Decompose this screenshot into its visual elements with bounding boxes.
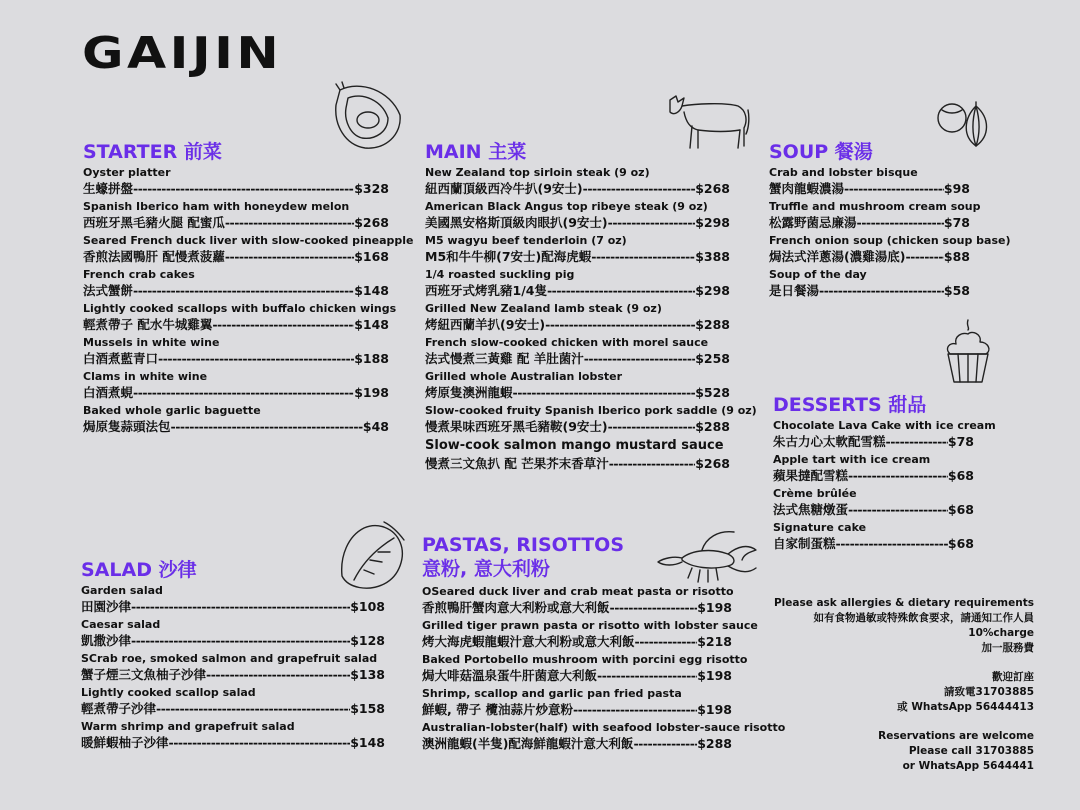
menu-item-zh-row bbox=[425, 316, 730, 333]
menu-item-zh: 香煎鴨肝蟹肉意大利粉或意大利飯 bbox=[422, 600, 610, 615]
menu-item bbox=[773, 486, 974, 518]
dot-leader bbox=[836, 535, 948, 552]
dot-leader bbox=[133, 180, 354, 197]
soup-title: SOUP 餐湯 bbox=[769, 141, 873, 163]
dot-leader bbox=[171, 418, 363, 435]
service-charge-zh: 加一服務費 bbox=[981, 642, 1034, 654]
menu-item-zh: M5和牛牛柳(7安士)配海虎蝦 bbox=[425, 249, 592, 264]
menu-item-zh-row bbox=[425, 214, 730, 231]
menu-item-zh: 蟹肉龍蝦濃湯 bbox=[769, 181, 845, 196]
menu-item-zh-row bbox=[422, 599, 732, 616]
dot-leader bbox=[583, 180, 696, 197]
menu-item-en: Garden salad bbox=[81, 584, 163, 597]
menu-item-zh-row bbox=[422, 701, 732, 718]
pastas-section bbox=[422, 534, 786, 754]
menu-item bbox=[425, 165, 730, 197]
dot-leader bbox=[158, 350, 354, 367]
menu-item-en: French onion soup (chicken soup base) bbox=[769, 234, 1011, 247]
dot-leader bbox=[545, 316, 695, 333]
dot-leader bbox=[609, 455, 695, 472]
menu-item-price: $158 bbox=[350, 701, 385, 716]
menu-item bbox=[425, 267, 730, 299]
menu-item-en: Seared French duck liver with slow-cooked pineapple bbox=[83, 234, 414, 247]
menu-item-en: Shrimp, scallop and garlic pan fried pasta bbox=[422, 687, 682, 700]
menu-item-zh-row bbox=[83, 248, 389, 265]
dot-leader bbox=[547, 282, 695, 299]
menu-item-price: $198 bbox=[697, 600, 732, 615]
menu-item bbox=[773, 452, 974, 484]
service-charge: 10%charge bbox=[968, 627, 1034, 639]
menu-item bbox=[83, 165, 389, 197]
menu-item-zh: 焗法式洋蔥湯(濃雞湯底) bbox=[769, 249, 906, 264]
menu-item-en: SCrab roe, smoked salmon and grapefruit salad bbox=[81, 652, 378, 665]
soup-section bbox=[769, 141, 1011, 301]
menu-item-zh-row bbox=[81, 700, 385, 717]
menu-item-price: $68 bbox=[947, 468, 974, 483]
menu-item-zh-row bbox=[422, 735, 732, 752]
menu-item-zh-row bbox=[769, 282, 970, 299]
menu-item-en: Crab and lobster bisque bbox=[769, 166, 918, 179]
menu-item bbox=[422, 584, 732, 616]
dot-leader bbox=[133, 384, 354, 401]
desserts-title: DESSERTS 甜品 bbox=[773, 394, 927, 416]
menu-item-zh: 澳洲龍蝦(半隻)配海鮮龍蝦汁意大利飯 bbox=[422, 736, 634, 751]
dot-leader bbox=[225, 248, 354, 265]
allergy-note-en: Please ask allergies & dietary requirements bbox=[773, 597, 1034, 609]
menu-item-zh: 烤原隻澳洲龍蝦 bbox=[425, 385, 513, 400]
menu-item-price: $68 bbox=[947, 536, 974, 551]
menu-item bbox=[773, 418, 996, 450]
dot-leader bbox=[848, 501, 948, 518]
menu-item-zh-row bbox=[83, 418, 389, 435]
menu-item-price: $258 bbox=[695, 351, 730, 366]
menu-item-zh: 生蠔拼盤 bbox=[83, 181, 134, 196]
menu-item-zh-row bbox=[769, 214, 970, 231]
menu-item-zh: 烤紐西蘭羊扒(9安士) bbox=[425, 317, 546, 332]
menu-item-zh-row bbox=[773, 433, 974, 450]
menu-item-en: Warm shrimp and grapefruit salad bbox=[81, 720, 295, 733]
menu-item-price: $388 bbox=[695, 249, 730, 264]
menu-item bbox=[83, 369, 389, 401]
menu-item-price: $268 bbox=[695, 181, 730, 196]
dot-leader bbox=[610, 599, 698, 616]
menu-item-zh-row bbox=[425, 282, 730, 299]
menu-item-zh: 慢煮三文魚扒 配 芒果芥末香草汁 bbox=[425, 456, 609, 471]
menu-item-zh-row bbox=[425, 418, 730, 435]
call-zh: 請致電31703885 bbox=[944, 686, 1034, 698]
menu-item-en: Clams in white wine bbox=[83, 370, 208, 383]
menu-item-price: $288 bbox=[695, 419, 730, 434]
menu-item-zh: 蟹子煙三文魚柚子沙律 bbox=[81, 667, 207, 682]
dot-leader bbox=[857, 214, 944, 231]
welcome-zh: 歡迎訂座 bbox=[992, 671, 1034, 683]
menu-item-en: French slow-cooked chicken with morel sauce bbox=[425, 336, 709, 349]
dot-leader bbox=[133, 282, 354, 299]
dot-leader bbox=[584, 350, 695, 367]
menu-item-zh: 法式慢煮三黃雞 配 羊肚菌汁 bbox=[425, 351, 584, 366]
menu-item-zh-row bbox=[81, 598, 385, 615]
menu-item-en: Grilled whole Australian lobster bbox=[425, 370, 623, 383]
menu-item bbox=[83, 403, 389, 435]
menu-item bbox=[81, 651, 385, 683]
menu-item bbox=[422, 652, 748, 684]
menu-item bbox=[425, 233, 730, 265]
menu-item-price: $268 bbox=[695, 456, 730, 471]
menu-item-zh: 香煎法國鴨肝 配慢煮菠蘿 bbox=[83, 249, 225, 264]
menu-item bbox=[422, 720, 786, 752]
menu-item-zh: 輕煮帶子 配水牛城雞翼 bbox=[83, 317, 213, 332]
dot-leader bbox=[169, 734, 351, 751]
dot-leader bbox=[608, 214, 696, 231]
menu-item-en: Slow-cooked fruity Spanish Iberico pork saddle (9 oz) bbox=[425, 404, 757, 417]
menu-item-en: Chocolate Lava Cake with ice cream bbox=[773, 419, 996, 432]
allergy-note-zh: 如有食物過敏或特殊飲食要求，請通知工作人員 bbox=[813, 612, 1034, 624]
menu-item-zh: 松露野菌忌廉湯 bbox=[769, 215, 857, 230]
menu-item-price: $138 bbox=[350, 667, 385, 682]
menu-item-en: New Zealand top sirloin steak (9 oz) bbox=[425, 166, 650, 179]
menu-item-zh-row bbox=[425, 384, 730, 401]
pastas-title: PASTAS, RISOTTOS bbox=[422, 534, 625, 556]
salad-section bbox=[81, 559, 385, 753]
menu-item-price: $148 bbox=[350, 735, 385, 750]
menu-item-price: $198 bbox=[697, 668, 732, 683]
menu-item-zh: 西班牙黑毛豬火腿 配蜜瓜 bbox=[83, 215, 225, 230]
menu-item-price: $88 bbox=[943, 249, 970, 264]
menu-item bbox=[83, 233, 414, 265]
menu-item-zh: 慢煮果味西班牙黑毛豬鞍(9安士) bbox=[425, 419, 608, 434]
dot-leader bbox=[597, 667, 697, 684]
dot-leader bbox=[886, 433, 948, 450]
menu-item-zh: 焗大啡菇溫泉蛋牛肝菌意大利飯 bbox=[422, 668, 598, 683]
menu-item-zh-row bbox=[81, 632, 385, 649]
menu-item-zh-row bbox=[769, 180, 970, 197]
menu-item-zh-row bbox=[83, 180, 389, 197]
menu-item-price: $68 bbox=[947, 502, 974, 517]
menu-item-zh-row bbox=[773, 501, 974, 518]
menu-item-en: American Black Angus top ribeye steak (9 oz) bbox=[425, 200, 708, 213]
menu-item-en: Spanish Iberico ham with honeydew melon bbox=[83, 200, 350, 213]
menu-item-en: Lightly cooked scallop salad bbox=[81, 686, 256, 699]
menu-item-price: $268 bbox=[354, 215, 389, 230]
menu-item-zh: 鮮蝦, 帶子 欖油蒜片炒意粉 bbox=[422, 702, 573, 717]
menu-item bbox=[83, 335, 389, 367]
menu-item bbox=[769, 233, 1011, 265]
dot-leader bbox=[131, 598, 350, 615]
salad-title: SALAD 沙律 bbox=[81, 559, 197, 581]
menu-item-price: $108 bbox=[350, 599, 385, 614]
menu-item bbox=[422, 618, 758, 650]
menu-item-en: Mussels in white wine bbox=[83, 336, 220, 349]
menu-item-en: Slow-cook salmon mango mustard sauce bbox=[425, 438, 724, 453]
menu-item-en: Lightly cooked scallops with buffalo chicken wings bbox=[83, 302, 397, 315]
dot-leader bbox=[635, 633, 698, 650]
starter-title: STARTER 前菜 bbox=[83, 141, 222, 163]
menu-item-zh-row bbox=[81, 734, 385, 751]
menu-item-en: Soup of the day bbox=[769, 268, 867, 281]
menu-item-en: Baked whole garlic baguette bbox=[83, 404, 261, 417]
reservations-en: Reservations are welcome bbox=[878, 730, 1034, 742]
menu-item-zh: 暖鮮蝦柚子沙律 bbox=[81, 735, 169, 750]
menu-item bbox=[425, 301, 730, 333]
whatsapp-en: or WhatsApp 5644441 bbox=[902, 760, 1034, 772]
menu-item-en: Apple tart with ice cream bbox=[773, 453, 931, 466]
menu-item-zh-row bbox=[83, 384, 389, 401]
menu-item-zh: 朱古力心太軟配雪糕 bbox=[773, 434, 886, 449]
call-en: Please call 31703885 bbox=[908, 745, 1034, 757]
menu-item-price: $48 bbox=[362, 419, 389, 434]
menu-item bbox=[769, 199, 981, 231]
menu-item-zh-row bbox=[422, 667, 732, 684]
menu-item-en: OSeared duck liver and crab meat pasta or risotto bbox=[422, 585, 734, 598]
menu-item-price: $528 bbox=[695, 385, 730, 400]
menu-item-price: $168 bbox=[354, 249, 389, 264]
menu-item-zh-row bbox=[83, 316, 389, 333]
menu-item-en: Baked Portobello mushroom with porcini egg risotto bbox=[422, 653, 748, 666]
menu-item-price: $198 bbox=[354, 385, 389, 400]
menu-item-zh-row bbox=[773, 535, 974, 552]
dot-leader bbox=[844, 180, 944, 197]
menu-item-price: $78 bbox=[947, 434, 974, 449]
menu-item-zh: 西班牙式烤乳豬1/4隻 bbox=[425, 283, 547, 298]
menu-item-price: $288 bbox=[697, 736, 732, 751]
menu-item bbox=[425, 403, 757, 435]
menu-item-zh-row bbox=[422, 633, 732, 650]
menu-item bbox=[81, 583, 385, 615]
menu-item bbox=[83, 301, 397, 333]
menu-item-zh: 凱撒沙律 bbox=[81, 633, 132, 648]
menu-item-price: $218 bbox=[697, 634, 732, 649]
menu-item-en: Grilled tiger prawn pasta or risotto with lobster sauce bbox=[422, 619, 758, 632]
dot-leader bbox=[633, 735, 697, 752]
menu-item-zh: 田園沙律 bbox=[81, 599, 132, 614]
menu-item bbox=[422, 686, 732, 718]
menu-item-zh: 紐西蘭頂級西冷牛扒(9安士) bbox=[425, 181, 583, 196]
dot-leader bbox=[608, 418, 696, 435]
menu-item-en: Caesar salad bbox=[81, 618, 161, 631]
menu-item-price: $198 bbox=[697, 702, 732, 717]
desserts-section bbox=[773, 394, 996, 554]
menu-item-zh-row bbox=[81, 666, 385, 683]
menu-item-en: Australian-lobster(half) with seafood lobster-sauce risotto bbox=[422, 721, 786, 734]
menu-item-price: $148 bbox=[354, 317, 389, 332]
menu-item-zh: 蘋果撻配雪糕 bbox=[773, 468, 849, 483]
menu-item-zh: 焗原隻蒜頭法包 bbox=[83, 419, 171, 434]
menu-item-en: Oyster platter bbox=[83, 166, 171, 179]
menu-item bbox=[773, 520, 974, 552]
pastas-title-zh: 意粉, 意大利粉 bbox=[422, 558, 550, 580]
main-title: MAIN 主菜 bbox=[425, 141, 527, 163]
menu-item-zh: 自家制蛋糕 bbox=[773, 536, 836, 551]
menu-item-zh-row bbox=[425, 248, 730, 265]
menu-item-en: Truffle and mushroom cream soup bbox=[769, 200, 981, 213]
dot-leader bbox=[513, 384, 696, 401]
main-section bbox=[425, 141, 757, 474]
menu-item-zh: 法式蟹餅 bbox=[83, 283, 134, 298]
menu-item bbox=[425, 437, 730, 472]
dot-leader bbox=[848, 467, 948, 484]
menu-item bbox=[769, 267, 970, 299]
menu-item-zh: 輕煮帶子沙律 bbox=[81, 701, 157, 716]
menu-item-price: $98 bbox=[943, 181, 970, 196]
cupcake-icon bbox=[940, 318, 996, 386]
menu-item-zh-row bbox=[83, 350, 389, 367]
menu-item-price: $298 bbox=[695, 215, 730, 230]
menu-item-price: $128 bbox=[350, 633, 385, 648]
menu-item-zh: 是日餐湯 bbox=[769, 283, 820, 298]
menu-item-price: $58 bbox=[943, 283, 970, 298]
menu-item-zh-row bbox=[425, 350, 730, 367]
menu-item-en: French crab cakes bbox=[83, 268, 195, 281]
menu-item bbox=[81, 685, 385, 717]
menu-item-zh: 白酒煮藍青口 bbox=[83, 351, 159, 366]
dot-leader bbox=[905, 248, 943, 265]
menu-item-zh-row bbox=[425, 180, 730, 197]
menu-item bbox=[425, 335, 730, 367]
menu-item bbox=[769, 165, 970, 197]
menu-item bbox=[81, 719, 385, 751]
dot-leader bbox=[131, 632, 350, 649]
menu-item-en: Grilled New Zealand lamb steak (9 oz) bbox=[425, 302, 662, 315]
menu-item-zh: 美國黑安格斯頂級肉眼扒(9安士) bbox=[425, 215, 608, 230]
menu-item-zh-row bbox=[425, 455, 730, 472]
menu-item-price: $188 bbox=[354, 351, 389, 366]
dot-leader bbox=[819, 282, 944, 299]
starter-section bbox=[83, 141, 414, 437]
logo: GAIJIN bbox=[82, 28, 283, 79]
menu-item-en: Signature cake bbox=[773, 521, 867, 534]
menu-item bbox=[425, 369, 730, 401]
menu-item-zh: 白酒煮蜆 bbox=[83, 385, 134, 400]
allergy-notes bbox=[774, 596, 1034, 774]
menu-item-zh: 法式焦糖燉蛋 bbox=[773, 502, 849, 517]
dot-leader bbox=[225, 214, 354, 231]
menu-item-zh-row bbox=[83, 214, 389, 231]
menu-item-zh-row bbox=[773, 467, 974, 484]
menu-item-zh-row bbox=[83, 282, 389, 299]
menu-item-en: 1/4 roasted suckling pig bbox=[425, 268, 575, 281]
menu-item-en: M5 wagyu beef tenderloin (7 oz) bbox=[425, 234, 627, 247]
dot-leader bbox=[591, 248, 695, 265]
menu-item bbox=[81, 617, 385, 649]
menu-item-price: $328 bbox=[354, 181, 389, 196]
menu-item bbox=[83, 199, 389, 231]
dot-leader bbox=[573, 701, 697, 718]
menu-item-price: $298 bbox=[695, 283, 730, 298]
menu-item-price: $288 bbox=[695, 317, 730, 332]
dot-leader bbox=[206, 666, 350, 683]
dot-leader bbox=[156, 700, 350, 717]
menu-item bbox=[83, 267, 389, 299]
menu-item-price: $78 bbox=[943, 215, 970, 230]
menu-item-en: Crème brûlée bbox=[773, 487, 857, 500]
menu-item bbox=[425, 199, 730, 231]
whatsapp-zh: 或 WhatsApp 56444413 bbox=[897, 701, 1034, 713]
dot-leader bbox=[212, 316, 354, 333]
menu-item-zh: 烤大海虎蝦龍蝦汁意大利粉或意大利飯 bbox=[422, 634, 635, 649]
menu-item-price: $148 bbox=[354, 283, 389, 298]
menu-item-zh-row bbox=[769, 248, 970, 265]
